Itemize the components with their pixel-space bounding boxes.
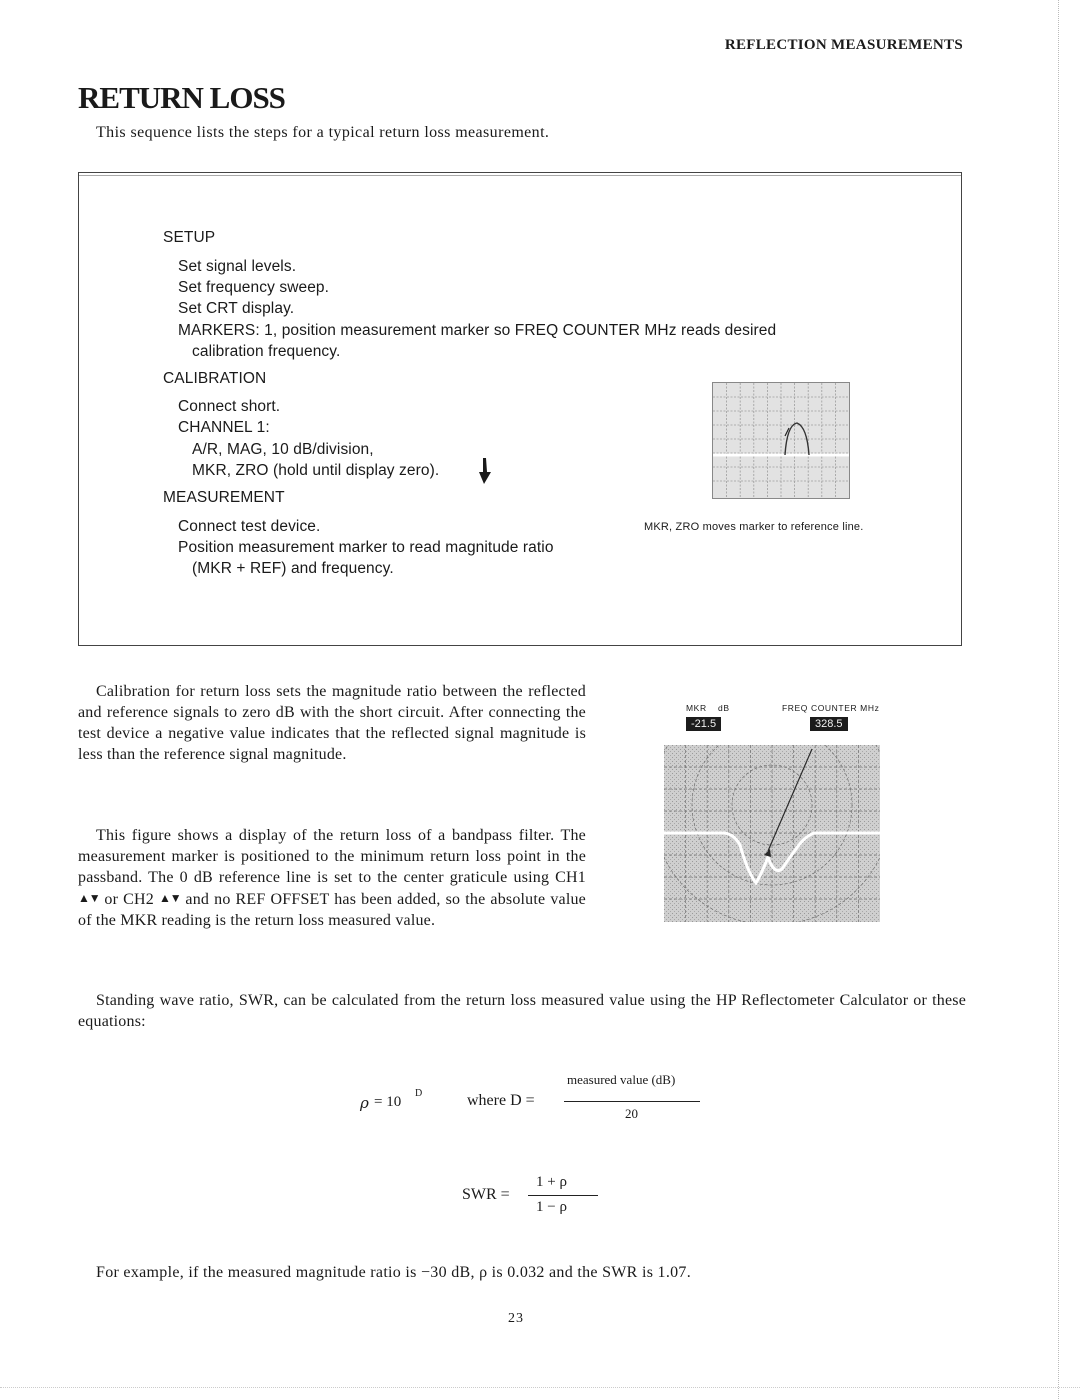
- marker-readout: [684, 703, 894, 743]
- procedure-box: [78, 172, 962, 646]
- paragraph-figure-part: or CH2: [104, 891, 154, 908]
- section-header: REFLECTION MEASUREMENTS: [724, 37, 963, 53]
- paragraph-figure-part: This figure shows a display of the return loss of a bandpass filter. The measurement marker is positioned to the minimum return loss point in the passband. The 0 dB reference line is set to the center graticule using CH1: [78, 827, 586, 886]
- setup-step: calibration frequency.: [192, 343, 341, 360]
- calibration-step: A/R, MAG, 10 dB/division,: [192, 441, 374, 458]
- equation-swr: [462, 1174, 622, 1234]
- calibration-step: MKR, ZRO (hold until display zero).: [192, 462, 440, 479]
- down-arrow-icon: [477, 457, 493, 490]
- swr-denominator: 1 − ρ: [536, 1199, 567, 1215]
- rho-exponent: D: [415, 1088, 423, 1099]
- page-number: 23: [508, 1311, 524, 1326]
- crt-return-loss-figure: [664, 745, 880, 922]
- page-title: RETURN LOSS: [78, 80, 285, 115]
- db-label: dB: [718, 703, 730, 713]
- swr-numerator: 1 + ρ: [536, 1174, 567, 1190]
- measurement-step: Position measurement marker to read magnitude ratio: [178, 539, 554, 556]
- swr-lhs: SWR =: [462, 1186, 510, 1203]
- up-down-arrow-icon: ▲▼: [78, 891, 100, 905]
- calibration-step: CHANNEL 1:: [178, 419, 270, 436]
- measurement-step: (MKR + REF) and frequency.: [192, 560, 394, 577]
- where-label: where D =: [467, 1092, 535, 1109]
- page-edge-line: [1058, 0, 1059, 1399]
- measurement-heading: MEASUREMENT: [163, 489, 285, 506]
- setup-heading: SETUP: [163, 229, 216, 246]
- calibration-step: Connect short.: [178, 398, 281, 415]
- fraction-bar: [564, 1101, 700, 1102]
- db-value: -21.5: [686, 717, 721, 731]
- rho-lhs: = 10: [374, 1094, 402, 1110]
- paragraph-figure-part: and no REF OFFSET has been added, so the absolute value of the MKR reading is the return loss measured value.: [78, 891, 586, 929]
- setup-step: Set frequency sweep.: [178, 279, 330, 296]
- intro-text: This sequence lists the steps for a typical return loss measurement.: [96, 124, 550, 141]
- calibration-heading: CALIBRATION: [163, 370, 267, 387]
- freq-value: 328.5: [810, 717, 848, 731]
- figure-caption: MKR, ZRO moves marker to reference line.: [644, 521, 864, 533]
- freq-counter-label: FREQ COUNTER MHz: [782, 703, 880, 713]
- fraction-denominator: 20: [625, 1106, 638, 1121]
- fraction-numerator: measured value (dB): [567, 1072, 676, 1087]
- swr-fraction-bar: [528, 1195, 598, 1196]
- paragraph-calibration: Calibration for return loss sets the magnitude ratio between the reflected and reference signals to zero dB with the short circuit. After connecting the test device a negative value indicates that the reflected signal magnitude is less than the reference signal magnitude.: [78, 683, 586, 763]
- paragraph-swr: Standing wave ratio, SWR, can be calculated from the return loss measured value using the HP Reflectometer Calculator or these equations:: [78, 992, 966, 1030]
- crt-calibration-figure: [712, 382, 850, 499]
- example-text: For example, if the measured magnitude ratio is −30 dB, ρ is 0.032 and the SWR is 1.07.: [96, 1264, 692, 1281]
- setup-step: MARKERS: 1, position measurement marker so FREQ COUNTER MHz reads desired: [178, 322, 777, 339]
- rho-symbol: ρ: [360, 1094, 369, 1112]
- mkr-label: MKR: [686, 703, 707, 713]
- equation-rho: [360, 1072, 720, 1132]
- up-down-arrow-icon: ▲▼: [159, 891, 181, 905]
- setup-step: Set signal levels.: [178, 258, 297, 275]
- measurement-step: Connect test device.: [178, 518, 321, 535]
- setup-step: Set CRT display.: [178, 300, 295, 317]
- page-bottom-line: [0, 1387, 1080, 1388]
- paragraph-figure: [78, 825, 586, 931]
